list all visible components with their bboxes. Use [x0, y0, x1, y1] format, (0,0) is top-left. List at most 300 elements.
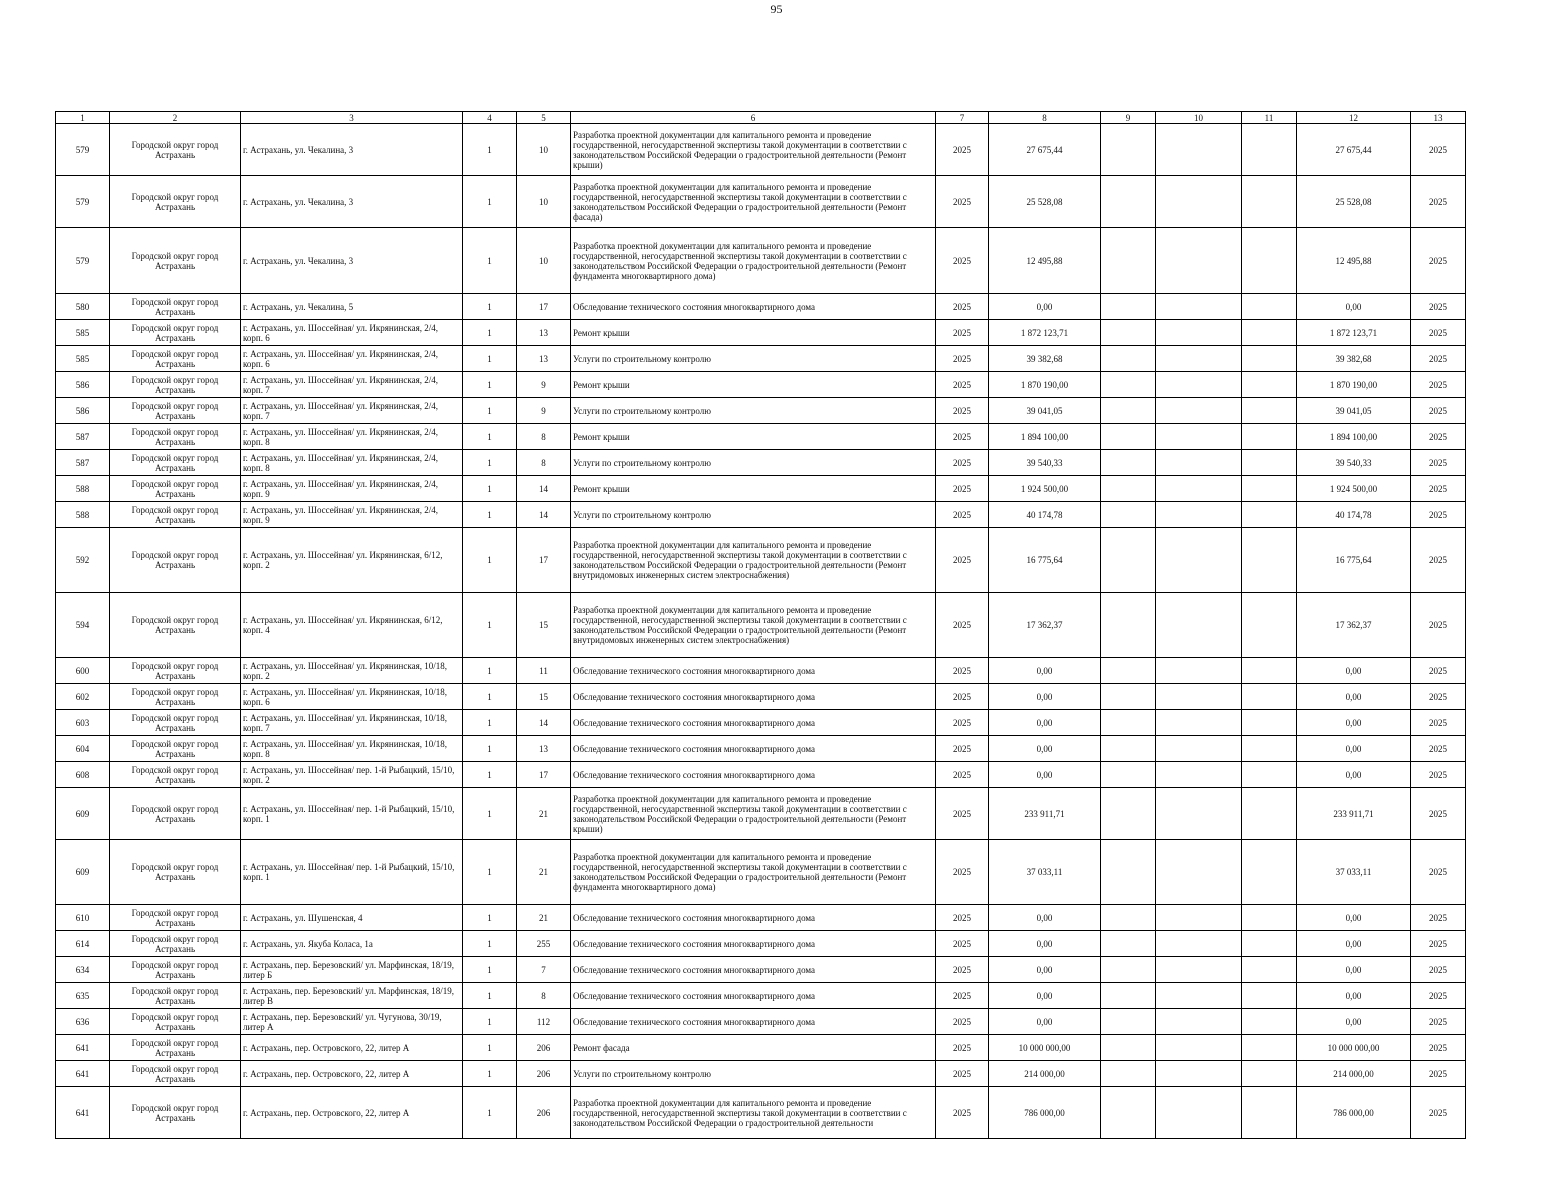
col5-cell: 8 — [517, 424, 571, 450]
description-cell: Обследование технического состояния многоквартирного дома — [571, 658, 936, 684]
col4-cell: 1 — [463, 736, 517, 762]
row-number-cell: 579 — [56, 124, 110, 176]
col4-cell: 1 — [463, 502, 517, 528]
description-cell: Ремонт крыши — [571, 476, 936, 502]
description-cell: Разработка проектной документации для капитального ремонта и проведение государственной, негосударственной экспертизы такой документации в соответствии с законодательством Российской Федерации о градостроительной деятельности (Ремонт фасада) — [571, 176, 936, 228]
cost-total-cell: 0,00 — [989, 957, 1101, 983]
municipality-cell: Городской округ город Астрахань — [110, 372, 241, 398]
cost-total-cell: 1 924 500,00 — [989, 476, 1101, 502]
col5-cell: 21 — [517, 840, 571, 905]
address-cell: г. Астрахань, ул. Шоссейная/ ул. Икрянинская, 2/4, корп. 7 — [241, 398, 463, 424]
col5-cell: 206 — [517, 1061, 571, 1087]
row-number-cell: 587 — [56, 424, 110, 450]
col9-cell — [1101, 502, 1156, 528]
col9-cell — [1101, 762, 1156, 788]
year-end-cell: 2025 — [1411, 710, 1466, 736]
col4-cell: 1 — [463, 320, 517, 346]
address-cell: г. Астрахань, ул. Шоссейная/ ул. Икрянинская, 10/18, корп. 8 — [241, 736, 463, 762]
year-end-cell: 2025 — [1411, 176, 1466, 228]
year-cell: 2025 — [936, 840, 989, 905]
year-end-cell: 2025 — [1411, 346, 1466, 372]
year-cell: 2025 — [936, 762, 989, 788]
year-cell: 2025 — [936, 736, 989, 762]
col5-cell: 206 — [517, 1087, 571, 1139]
col5-cell: 17 — [517, 762, 571, 788]
cost-total-cell: 37 033,11 — [989, 840, 1101, 905]
address-cell: г. Астрахань, ул. Чекалина, 3 — [241, 228, 463, 294]
col10-cell — [1156, 320, 1242, 346]
col9-cell — [1101, 372, 1156, 398]
address-cell: г. Астрахань, пер. Островского, 22, литер А — [241, 1061, 463, 1087]
col10-cell — [1156, 450, 1242, 476]
row-number-cell: 600 — [56, 658, 110, 684]
row-number-cell: 641 — [56, 1035, 110, 1061]
col4-cell: 1 — [463, 176, 517, 228]
municipality-cell: Городской округ город Астрахань — [110, 840, 241, 905]
address-cell: г. Астрахань, ул. Шоссейная/ ул. Икрянинская, 6/12, корп. 4 — [241, 593, 463, 658]
col11-cell — [1242, 528, 1297, 593]
col9-cell — [1101, 1061, 1156, 1087]
col4-cell: 1 — [463, 476, 517, 502]
col4-cell: 1 — [463, 905, 517, 931]
col9-cell — [1101, 424, 1156, 450]
cost-total-cell: 214 000,00 — [989, 1061, 1101, 1087]
year-cell: 2025 — [936, 320, 989, 346]
cost-total-cell: 17 362,37 — [989, 593, 1101, 658]
col11-cell — [1242, 1061, 1297, 1087]
row-number-cell: 585 — [56, 346, 110, 372]
year-cell: 2025 — [936, 228, 989, 294]
cost-total-cell: 0,00 — [989, 684, 1101, 710]
col10-cell — [1156, 931, 1242, 957]
cost-fund-cell: 39 041,05 — [1297, 398, 1411, 424]
table-row — [56, 905, 1466, 931]
row-number-cell: 641 — [56, 1061, 110, 1087]
municipality-cell: Городской округ город Астрахань — [110, 294, 241, 320]
year-end-cell: 2025 — [1411, 502, 1466, 528]
cost-fund-cell: 12 495,88 — [1297, 228, 1411, 294]
description-cell: Услуги по строительному контролю — [571, 502, 936, 528]
col10-cell — [1156, 710, 1242, 736]
col5-cell: 9 — [517, 398, 571, 424]
municipality-cell: Городской округ город Астрахань — [110, 593, 241, 658]
col11-cell — [1242, 398, 1297, 424]
table-row — [56, 398, 1466, 424]
municipality-cell: Городской округ город Астрахань — [110, 176, 241, 228]
year-cell: 2025 — [936, 398, 989, 424]
col11-cell — [1242, 228, 1297, 294]
table-row — [56, 1009, 1466, 1035]
cost-total-cell: 1 894 100,00 — [989, 424, 1101, 450]
col10-cell — [1156, 476, 1242, 502]
municipality-cell: Городской округ город Астрахань — [110, 450, 241, 476]
year-end-cell: 2025 — [1411, 1009, 1466, 1035]
col10-cell — [1156, 762, 1242, 788]
year-cell: 2025 — [936, 124, 989, 176]
municipality-cell: Городской округ город Астрахань — [110, 684, 241, 710]
col11-cell — [1242, 736, 1297, 762]
col5-cell: 14 — [517, 476, 571, 502]
col4-cell: 1 — [463, 957, 517, 983]
cost-fund-cell: 0,00 — [1297, 1009, 1411, 1035]
year-end-cell: 2025 — [1411, 983, 1466, 1009]
address-cell: г. Астрахань, пер. Березовский/ ул. Марфинская, 18/19, литер Б — [241, 957, 463, 983]
col4-cell: 1 — [463, 762, 517, 788]
address-cell: г. Астрахань, ул. Шоссейная/ ул. Икрянинская, 2/4, корп. 7 — [241, 372, 463, 398]
col5-cell: 10 — [517, 176, 571, 228]
col10-cell — [1156, 346, 1242, 372]
description-cell: Разработка проектной документации для капитального ремонта и проведение государственной, негосударственной экспертизы такой документации в соответствии с законодательством Российской Федерации о градостроительной деятельности (Ремонт крыши) — [571, 788, 936, 840]
cost-fund-cell: 1 870 190,00 — [1297, 372, 1411, 398]
municipality-cell: Городской округ город Астрахань — [110, 346, 241, 372]
year-end-cell: 2025 — [1411, 788, 1466, 840]
address-cell: г. Астрахань, ул. Шоссейная/ пер. 1-й Рыбацкий, 15/10, корп. 1 — [241, 788, 463, 840]
address-cell: г. Астрахань, ул. Чекалина, 3 — [241, 176, 463, 228]
col10-cell — [1156, 983, 1242, 1009]
description-cell: Обследование технического состояния многоквартирного дома — [571, 294, 936, 320]
header-row — [56, 112, 1466, 124]
year-cell: 2025 — [936, 658, 989, 684]
col9-cell — [1101, 346, 1156, 372]
col9-cell — [1101, 450, 1156, 476]
year-end-cell: 2025 — [1411, 905, 1466, 931]
year-end-cell: 2025 — [1411, 372, 1466, 398]
year-cell: 2025 — [936, 294, 989, 320]
row-number-cell: 587 — [56, 450, 110, 476]
year-cell: 2025 — [936, 788, 989, 840]
column-header: 8 — [989, 112, 1101, 124]
row-number-cell: 636 — [56, 1009, 110, 1035]
col4-cell: 1 — [463, 294, 517, 320]
col4-cell: 1 — [463, 788, 517, 840]
cost-fund-cell: 1 872 123,71 — [1297, 320, 1411, 346]
address-cell: г. Астрахань, ул. Шоссейная/ ул. Икрянинская, 10/18, корп. 6 — [241, 684, 463, 710]
address-cell: г. Астрахань, ул. Шоссейная/ ул. Икрянинская, 2/4, корп. 6 — [241, 320, 463, 346]
col5-cell: 8 — [517, 983, 571, 1009]
col9-cell — [1101, 931, 1156, 957]
col11-cell — [1242, 424, 1297, 450]
cost-total-cell: 27 675,44 — [989, 124, 1101, 176]
year-end-cell: 2025 — [1411, 1035, 1466, 1061]
col9-cell — [1101, 1087, 1156, 1139]
col5-cell: 13 — [517, 736, 571, 762]
year-end-cell: 2025 — [1411, 736, 1466, 762]
address-cell: г. Астрахань, пер. Островского, 22, литер А — [241, 1035, 463, 1061]
table-row — [56, 957, 1466, 983]
cost-total-cell: 1 872 123,71 — [989, 320, 1101, 346]
cost-total-cell: 39 041,05 — [989, 398, 1101, 424]
address-cell: г. Астрахань, пер. Березовский/ ул. Марфинская, 18/19, литер В — [241, 983, 463, 1009]
column-header: 12 — [1297, 112, 1411, 124]
cost-total-cell: 16 775,64 — [989, 528, 1101, 593]
col9-cell — [1101, 476, 1156, 502]
municipality-cell: Городской округ город Астрахань — [110, 736, 241, 762]
page-number: 95 — [770, 2, 783, 16]
table-row — [56, 762, 1466, 788]
col11-cell — [1242, 593, 1297, 658]
col10-cell — [1156, 658, 1242, 684]
col4-cell: 1 — [463, 1087, 517, 1139]
row-number-cell: 585 — [56, 320, 110, 346]
col11-cell — [1242, 788, 1297, 840]
cost-fund-cell: 27 675,44 — [1297, 124, 1411, 176]
description-cell: Ремонт крыши — [571, 372, 936, 398]
year-end-cell: 2025 — [1411, 450, 1466, 476]
row-number-cell: 588 — [56, 502, 110, 528]
table-row — [56, 294, 1466, 320]
municipality-cell: Городской округ город Астрахань — [110, 398, 241, 424]
cost-total-cell: 0,00 — [989, 710, 1101, 736]
table-row — [56, 840, 1466, 905]
municipality-cell: Городской округ город Астрахань — [110, 424, 241, 450]
col9-cell — [1101, 228, 1156, 294]
municipality-cell: Городской округ город Астрахань — [110, 762, 241, 788]
cost-total-cell: 10 000 000,00 — [989, 1035, 1101, 1061]
col9-cell — [1101, 710, 1156, 736]
col10-cell — [1156, 424, 1242, 450]
address-cell: г. Астрахань, ул. Шоссейная/ ул. Икрянинская, 6/12, корп. 2 — [241, 528, 463, 593]
row-number-cell: 586 — [56, 372, 110, 398]
col11-cell — [1242, 684, 1297, 710]
cost-fund-cell: 0,00 — [1297, 931, 1411, 957]
col9-cell — [1101, 294, 1156, 320]
year-end-cell: 2025 — [1411, 476, 1466, 502]
description-cell: Ремонт крыши — [571, 320, 936, 346]
col10-cell — [1156, 1061, 1242, 1087]
cost-total-cell: 0,00 — [989, 905, 1101, 931]
col11-cell — [1242, 450, 1297, 476]
col4-cell: 1 — [463, 658, 517, 684]
municipality-cell: Городской округ город Астрахань — [110, 983, 241, 1009]
municipality-cell: Городской округ город Астрахань — [110, 528, 241, 593]
table-row — [56, 983, 1466, 1009]
col4-cell: 1 — [463, 124, 517, 176]
col10-cell — [1156, 840, 1242, 905]
col11-cell — [1242, 124, 1297, 176]
col4-cell: 1 — [463, 424, 517, 450]
col11-cell — [1242, 905, 1297, 931]
column-header: 5 — [517, 112, 571, 124]
cost-total-cell: 1 870 190,00 — [989, 372, 1101, 398]
cost-total-cell: 40 174,78 — [989, 502, 1101, 528]
year-cell: 2025 — [936, 957, 989, 983]
col9-cell — [1101, 1035, 1156, 1061]
year-end-cell: 2025 — [1411, 424, 1466, 450]
description-cell: Обследование технического состояния многоквартирного дома — [571, 931, 936, 957]
col4-cell: 1 — [463, 684, 517, 710]
col9-cell — [1101, 1009, 1156, 1035]
row-number-cell: 579 — [56, 176, 110, 228]
year-end-cell: 2025 — [1411, 294, 1466, 320]
municipality-cell: Городской округ город Астрахань — [110, 788, 241, 840]
col4-cell: 1 — [463, 228, 517, 294]
cost-fund-cell: 0,00 — [1297, 983, 1411, 1009]
year-end-cell: 2025 — [1411, 1087, 1466, 1139]
address-cell: г. Астрахань, ул. Шоссейная/ пер. 1-й Рыбацкий, 15/10, корп. 2 — [241, 762, 463, 788]
col4-cell: 1 — [463, 931, 517, 957]
col5-cell: 15 — [517, 593, 571, 658]
col5-cell: 14 — [517, 502, 571, 528]
year-cell: 2025 — [936, 905, 989, 931]
address-cell: г. Астрахань, ул. Шоссейная/ ул. Икрянинская, 2/4, корп. 9 — [241, 476, 463, 502]
address-cell: г. Астрахань, ул. Шоссейная/ ул. Икрянинская, 2/4, корп. 8 — [241, 424, 463, 450]
description-cell: Обследование технического состояния многоквартирного дома — [571, 1009, 936, 1035]
table-row — [56, 1035, 1466, 1061]
cost-fund-cell: 37 033,11 — [1297, 840, 1411, 905]
year-end-cell: 2025 — [1411, 528, 1466, 593]
col10-cell — [1156, 124, 1242, 176]
col10-cell — [1156, 502, 1242, 528]
col9-cell — [1101, 684, 1156, 710]
col10-cell — [1156, 684, 1242, 710]
col4-cell: 1 — [463, 1009, 517, 1035]
cost-fund-cell: 10 000 000,00 — [1297, 1035, 1411, 1061]
col5-cell: 255 — [517, 931, 571, 957]
municipality-cell: Городской округ город Астрахань — [110, 658, 241, 684]
col11-cell — [1242, 1009, 1297, 1035]
col10-cell — [1156, 1035, 1242, 1061]
cost-fund-cell: 1 924 500,00 — [1297, 476, 1411, 502]
row-number-cell: 604 — [56, 736, 110, 762]
cost-fund-cell: 0,00 — [1297, 736, 1411, 762]
address-cell: г. Астрахань, ул. Шоссейная/ ул. Икрянинская, 2/4, корп. 6 — [241, 346, 463, 372]
col11-cell — [1242, 1087, 1297, 1139]
year-end-cell: 2025 — [1411, 840, 1466, 905]
col11-cell — [1242, 840, 1297, 905]
col4-cell: 1 — [463, 398, 517, 424]
year-cell: 2025 — [936, 684, 989, 710]
description-cell: Ремонт крыши — [571, 424, 936, 450]
address-cell: г. Астрахань, ул. Шоссейная/ ул. Икрянинская, 10/18, корп. 2 — [241, 658, 463, 684]
table-row — [56, 424, 1466, 450]
col10-cell — [1156, 294, 1242, 320]
address-cell: г. Астрахань, ул. Шоссейная/ ул. Икрянинская, 10/18, корп. 7 — [241, 710, 463, 736]
column-header: 1 — [56, 112, 110, 124]
cost-fund-cell: 16 775,64 — [1297, 528, 1411, 593]
col9-cell — [1101, 905, 1156, 931]
col11-cell — [1242, 931, 1297, 957]
col10-cell — [1156, 1087, 1242, 1139]
col4-cell: 1 — [463, 983, 517, 1009]
municipality-cell: Городской округ город Астрахань — [110, 1009, 241, 1035]
col9-cell — [1101, 983, 1156, 1009]
col5-cell: 13 — [517, 320, 571, 346]
cost-fund-cell: 17 362,37 — [1297, 593, 1411, 658]
address-cell: г. Астрахань, ул. Шоссейная/ ул. Икрянинская, 2/4, корп. 8 — [241, 450, 463, 476]
col5-cell: 17 — [517, 294, 571, 320]
row-number-cell: 592 — [56, 528, 110, 593]
col9-cell — [1101, 957, 1156, 983]
description-cell: Обследование технического состояния многоквартирного дома — [571, 710, 936, 736]
row-number-cell: 580 — [56, 294, 110, 320]
cost-fund-cell: 0,00 — [1297, 294, 1411, 320]
col5-cell: 14 — [517, 710, 571, 736]
column-header: 3 — [241, 112, 463, 124]
address-cell: г. Астрахань, ул. Чекалина, 5 — [241, 294, 463, 320]
cost-fund-cell: 39 540,33 — [1297, 450, 1411, 476]
year-end-cell: 2025 — [1411, 320, 1466, 346]
municipality-cell: Городской округ город Астрахань — [110, 1061, 241, 1087]
program-table — [55, 111, 1466, 1139]
description-cell: Обследование технического состояния многоквартирного дома — [571, 736, 936, 762]
row-number-cell: 609 — [56, 788, 110, 840]
row-number-cell: 579 — [56, 228, 110, 294]
table-row — [56, 346, 1466, 372]
table-row — [56, 684, 1466, 710]
col10-cell — [1156, 1009, 1242, 1035]
col9-cell — [1101, 124, 1156, 176]
description-cell: Обследование технического состояния многоквартирного дома — [571, 762, 936, 788]
col10-cell — [1156, 228, 1242, 294]
table-row — [56, 1061, 1466, 1087]
table-row — [56, 1087, 1466, 1139]
column-header: 4 — [463, 112, 517, 124]
year-cell: 2025 — [936, 424, 989, 450]
col4-cell: 1 — [463, 528, 517, 593]
municipality-cell: Городской округ город Астрахань — [110, 1087, 241, 1139]
col11-cell — [1242, 294, 1297, 320]
year-cell: 2025 — [936, 346, 989, 372]
col10-cell — [1156, 788, 1242, 840]
description-cell: Услуги по строительному контролю — [571, 346, 936, 372]
table-row — [56, 528, 1466, 593]
row-number-cell: 610 — [56, 905, 110, 931]
row-number-cell: 614 — [56, 931, 110, 957]
year-cell: 2025 — [936, 1087, 989, 1139]
row-number-cell: 588 — [56, 476, 110, 502]
description-cell: Ремонт фасада — [571, 1035, 936, 1061]
col5-cell: 13 — [517, 346, 571, 372]
cost-fund-cell: 0,00 — [1297, 710, 1411, 736]
cost-total-cell: 39 540,33 — [989, 450, 1101, 476]
year-cell: 2025 — [936, 1035, 989, 1061]
cost-fund-cell: 0,00 — [1297, 684, 1411, 710]
cost-total-cell: 786 000,00 — [989, 1087, 1101, 1139]
col4-cell: 1 — [463, 450, 517, 476]
description-cell: Обследование технического состояния многоквартирного дома — [571, 905, 936, 931]
year-cell: 2025 — [936, 450, 989, 476]
col10-cell — [1156, 736, 1242, 762]
row-number-cell: 586 — [56, 398, 110, 424]
municipality-cell: Городской округ город Астрахань — [110, 931, 241, 957]
cost-fund-cell: 0,00 — [1297, 905, 1411, 931]
col10-cell — [1156, 957, 1242, 983]
col11-cell — [1242, 1035, 1297, 1061]
col9-cell — [1101, 840, 1156, 905]
year-end-cell: 2025 — [1411, 593, 1466, 658]
cost-fund-cell: 0,00 — [1297, 658, 1411, 684]
col5-cell: 8 — [517, 450, 571, 476]
address-cell: г. Астрахань, пер. Березовский/ ул. Чугунова, 30/19, литер А — [241, 1009, 463, 1035]
col9-cell — [1101, 788, 1156, 840]
address-cell: г. Астрахань, ул. Якуба Коласа, 1а — [241, 931, 463, 957]
cost-fund-cell: 1 894 100,00 — [1297, 424, 1411, 450]
col5-cell: 7 — [517, 957, 571, 983]
col4-cell: 1 — [463, 372, 517, 398]
table-row — [56, 788, 1466, 840]
year-cell: 2025 — [936, 176, 989, 228]
cost-fund-cell: 0,00 — [1297, 762, 1411, 788]
col10-cell — [1156, 398, 1242, 424]
col10-cell — [1156, 593, 1242, 658]
table-row — [56, 593, 1466, 658]
address-cell: г. Астрахань, ул. Шушенская, 4 — [241, 905, 463, 931]
row-number-cell: 634 — [56, 957, 110, 983]
col11-cell — [1242, 658, 1297, 684]
col11-cell — [1242, 176, 1297, 228]
description-cell: Обследование технического состояния многоквартирного дома — [571, 684, 936, 710]
col4-cell: 1 — [463, 710, 517, 736]
